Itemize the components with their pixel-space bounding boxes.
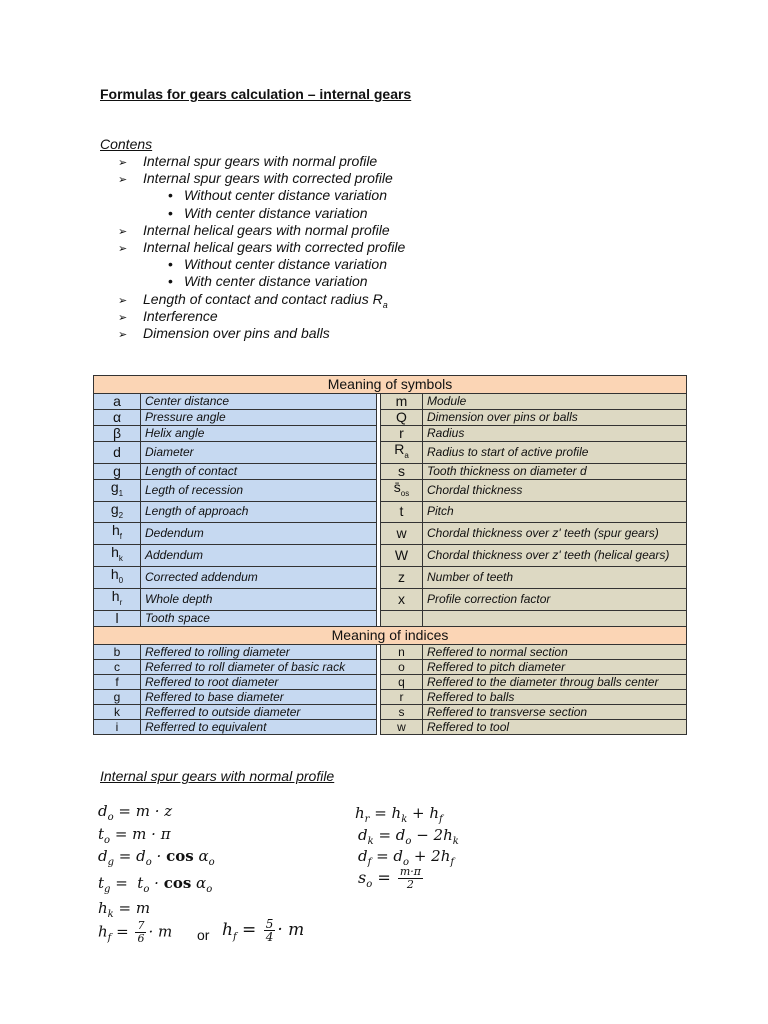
description-cell: Chordal thickness — [423, 479, 687, 501]
description-cell: Reffered to transverse section — [423, 704, 687, 719]
description-cell — [423, 610, 687, 626]
formula-pitch: $t_o = m \cdot \pi$ — [98, 825, 171, 846]
description-cell: Radius to start of active profile — [423, 442, 687, 464]
symbol-cell: α — [94, 410, 141, 426]
symbol-cell: z — [381, 566, 423, 588]
description-cell: Pitch — [423, 501, 687, 523]
description-cell: Chordal thickness over z' teeth (spur gears) — [423, 523, 687, 545]
symbol-cell: a — [94, 394, 141, 410]
formula-dedendum-b: $h_f$ = $\frac{5}{4}$ · m — [222, 917, 305, 944]
arrow-bullet-icon: ➢ — [118, 242, 128, 255]
symbol-cell: r — [381, 426, 423, 442]
symbol-cell: Q — [381, 410, 423, 426]
dot-bullet-icon: • — [168, 187, 173, 204]
formula-outside-diameter: $d_k = d_o - 2h_k$ — [358, 826, 459, 847]
table-row — [94, 394, 687, 410]
formula-whole-depth: $h_r = h_k + h_f$ — [355, 804, 443, 825]
symbol-cell: w — [381, 523, 423, 545]
formula-base-pitch: $t_g = t_o \cdot \cos \alpha_o$ — [98, 874, 213, 895]
description-cell: Reffered to tool — [423, 719, 687, 734]
symbol-cell: $R_a$ — [381, 442, 423, 464]
symbol-cell: s — [381, 704, 423, 719]
indices-table-header: Meaning of indices — [94, 626, 687, 644]
formula-tooth-thickness: $s_o$ = $\frac{m\cdot\pi}{2}$ — [358, 865, 421, 891]
symbol-cell: $h_f$ — [94, 523, 141, 545]
contents-item: ➢ Dimension over pins and balls — [118, 325, 405, 342]
description-cell: Reffered to pitch diameter — [423, 659, 687, 674]
formula-dedendum-a: $h_f$ = $\frac{7}{6}$ · m — [98, 919, 173, 945]
symbol-cell: r — [381, 689, 423, 704]
description-cell: Dimension over pins or balls — [423, 410, 687, 426]
arrow-bullet-icon: ➢ — [118, 294, 128, 307]
symbol-cell: d — [94, 442, 141, 464]
contents-item: ➢ Internal helical gears with corrected profile — [118, 239, 405, 256]
description-cell: Length of approach — [141, 501, 377, 523]
symbol-cell: g — [94, 689, 141, 704]
symbol-cell: c — [94, 659, 141, 674]
symbols-table — [93, 375, 687, 735]
symbol-cell: q — [381, 674, 423, 689]
arrow-bullet-icon: ➢ — [118, 157, 128, 169]
description-cell: Dedendum — [141, 523, 377, 545]
symbol-cell: w — [381, 719, 423, 734]
description-cell: Module — [423, 394, 687, 410]
table-row — [94, 610, 687, 626]
description-cell: Center distance — [141, 394, 377, 410]
description-cell: Whole depth — [141, 588, 377, 610]
symbol-cell: $h_r$ — [94, 588, 141, 610]
dot-bullet-icon: • — [168, 256, 173, 273]
table-row — [94, 479, 687, 501]
symbol-cell: $g_2$ — [94, 501, 141, 523]
symbol-cell: W — [381, 545, 423, 567]
description-cell: Tooth thickness on diameter d — [423, 463, 687, 479]
page-title: Formulas for gears calculation – internal gears — [100, 86, 412, 102]
description-cell: Addendum — [141, 545, 377, 567]
table-row — [94, 523, 687, 545]
table-row — [94, 566, 687, 588]
symbol-cell: f — [94, 674, 141, 689]
symbol-cell: t — [381, 501, 423, 523]
symbols-table-header: Meaning of symbols — [94, 376, 687, 394]
contents-item: ➢ Length of contact and contact radius $R_a$ — [118, 290, 388, 310]
contents-item: • Without center distance variation — [168, 256, 387, 273]
symbol-cell: i — [94, 719, 141, 734]
description-cell: Reffered to rolling diameter — [141, 644, 377, 659]
table-row — [94, 588, 687, 610]
description-cell: Reffered to balls — [423, 689, 687, 704]
table-row — [94, 501, 687, 523]
symbol-cell: $h_k$ — [94, 545, 141, 567]
symbol-cell: g — [94, 463, 141, 479]
dot-bullet-icon: • — [168, 204, 173, 221]
symbol-cell: $h_0$ — [94, 566, 141, 588]
symbol-cell: o — [381, 659, 423, 674]
symbol-cell: l — [94, 610, 141, 626]
contents-item: ➢ Internal helical gears with normal profile — [118, 222, 405, 239]
symbol-cell: β — [94, 426, 141, 442]
table-row — [94, 410, 687, 426]
table-row — [94, 644, 687, 659]
symbol-cell: b — [94, 644, 141, 659]
contents-item: ➢ Internal spur gears with normal profile — [118, 153, 405, 170]
dot-bullet-icon: • — [168, 273, 173, 290]
symbol-cell — [381, 610, 423, 626]
table-row — [94, 463, 687, 479]
description-cell: Legth of recession — [141, 479, 377, 501]
arrow-bullet-icon: ➢ — [118, 328, 128, 341]
description-cell: Length of contact — [141, 463, 377, 479]
description-cell: Helix angle — [141, 426, 377, 442]
contents-item: • Without center distance variation — [168, 187, 387, 204]
contents-item: ➢ Internal spur gears with corrected profile — [118, 170, 405, 187]
arrow-bullet-icon: ➢ — [118, 174, 128, 187]
symbol-cell: $s̄_{os}$ — [381, 479, 423, 501]
symbol-cell: s — [381, 463, 423, 479]
description-cell: Number of teeth — [423, 566, 687, 588]
symbol-cell: k — [94, 704, 141, 719]
description-cell: Pressure angle — [141, 410, 377, 426]
section-heading: Internal spur gears with normal profile — [100, 768, 335, 784]
description-cell: Refferred to outside diameter — [141, 704, 377, 719]
description-cell: Referred to roll diameter of basic rack — [141, 659, 377, 674]
description-cell: Diameter — [141, 442, 377, 464]
table-row — [94, 426, 687, 442]
table-row — [94, 689, 687, 704]
table-row — [94, 674, 687, 689]
description-cell: Chordal thickness over z' teeth (helical gears) — [423, 545, 687, 567]
description-cell: Radius — [423, 426, 687, 442]
description-cell: Tooth space — [141, 610, 377, 626]
arrow-bullet-icon: ➢ — [118, 311, 128, 324]
contents-item: ➢ Interference — [118, 308, 405, 325]
contents-item: • With center distance variation — [168, 273, 368, 290]
table-row — [94, 719, 687, 734]
table-row — [94, 442, 687, 464]
symbol-cell: n — [381, 644, 423, 659]
or-label: or — [197, 927, 210, 943]
formula-root-diameter: $d_f = d_o + 2h_f$ — [358, 847, 455, 868]
description-cell: Corrected addendum — [141, 566, 377, 588]
description-cell: Refferred to equivalent — [141, 719, 377, 734]
formula-base-diameter: $d_g = d_o \cdot \cos \alpha_o$ — [98, 847, 215, 868]
contents-item: • With center distance variation — [168, 204, 368, 221]
formula-pitch-diameter: $d_o = m \cdot z$ — [98, 802, 173, 823]
contents-heading: Contens — [100, 136, 153, 152]
symbol-cell: m — [381, 394, 423, 410]
description-cell: Reffered to normal section — [423, 644, 687, 659]
arrow-bullet-icon: ➢ — [118, 225, 128, 238]
description-cell: Profile correction factor — [423, 588, 687, 610]
symbol-cell: x — [381, 588, 423, 610]
formula-addendum: $h_k = m$ — [98, 899, 151, 920]
description-cell: Reffered to base diameter — [141, 689, 377, 704]
symbol-cell: $g_1$ — [94, 479, 141, 501]
table-row — [94, 704, 687, 719]
description-cell: Reffered to root diameter — [141, 674, 377, 689]
table-of-contents — [118, 153, 405, 342]
table-row — [94, 659, 687, 674]
description-cell: Reffered to the diameter throug balls center — [423, 674, 687, 689]
table-row — [94, 545, 687, 567]
